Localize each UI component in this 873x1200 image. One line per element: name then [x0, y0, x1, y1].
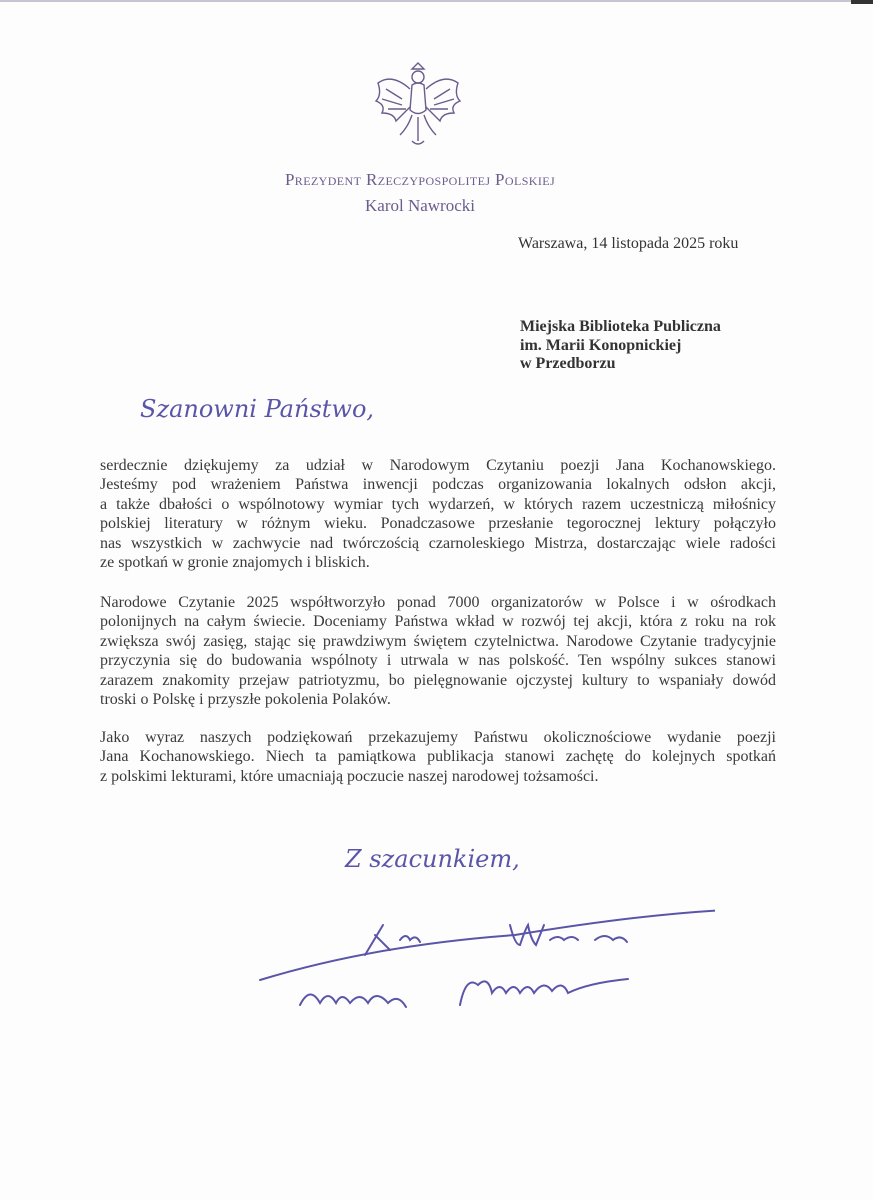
text-line: a także dbałości o wspólnotowy wymiar tych wydarzeń, w których razem uczestniczą miłośnicy: [100, 495, 776, 513]
text-line: Jako wyraz naszych podziękowań przekazujemy Państwu okolicznościowe wydanie poezji: [100, 729, 776, 746]
text-line: Jana Kochanowskiego. Niech ta pamiątkowa publikacja stanowi zachętę do kolejnych spotkań: [100, 748, 776, 766]
recipient-line: w Przedborzu: [520, 355, 616, 372]
text-line: Jesteśmy pod wrażeniem Państwa inwencji podczas organizowania lokalnych odsłon akcji,: [100, 476, 776, 494]
recipient-line: im. Marii Konopnickiej: [520, 336, 682, 354]
text-line: serdecznie dziękujemy za udział w Narodowym Czytaniu poezji Jana Kochanowskiego.: [100, 457, 776, 474]
text-line: ze spotkań w gronie znajomych i bliskich.: [100, 554, 370, 572]
text-line: troski o Polskę i przyszłe pokolenia Polaków.: [100, 691, 391, 709]
letterhead-title: Prezydent Rzeczypospolitej Polskiej: [284, 170, 556, 189]
body-paragraph-3: [100, 728, 776, 786]
page-edge: [0, 0, 873, 2]
text-line: zarazem znakomity przejaw patriotyzmu, bo pielęgnowanie ojczystej kultury to wspaniały dowód: [100, 671, 776, 689]
text-line: nas wszystkich w zachwycie nad twórczością czarnoleskiego Mistrza, dostarczając wiele radości: [100, 534, 776, 552]
handwritten-signature: [255, 895, 715, 1030]
text-line: polonijnych na całym świecie. Doceniamy Państwa wkład w rozwój tej akcji, która z roku na rok: [100, 613, 776, 631]
body-paragraph-2: [100, 593, 776, 709]
text-line: przyczynia się do budowania wspólnoty i utrwala w nas polskość. Ten wspólny sukces stanowi: [100, 652, 776, 670]
text-line: zwiększa swój zasięg, stając się prawdziwym świętem czytelnictwa. Narodowe Czytanie tradycyjnie: [100, 632, 776, 650]
recipient-line: Miejska Biblioteka Publiczna: [520, 318, 721, 335]
handwritten-greeting: Szanowni Państwo,: [140, 395, 375, 423]
handwritten-closing: Z szacunkiem,: [345, 845, 520, 873]
text-line: z polskimi lekturami, które umacniają poczucie naszej narodowej tożsamości.: [100, 767, 599, 785]
polish-eagle-emblem-icon: [372, 55, 464, 150]
letterhead-name: Karol Nawrocki: [365, 196, 475, 215]
letter-date: Warszawa, 14 listopada 2025 roku: [518, 235, 739, 252]
text-line: polskiej literatury w różnym wieku. Ponadczasowe przesłanie tegorocznej lektury połączyło: [100, 515, 776, 533]
text-line: Narodowe Czytanie 2025 współtworzyło ponad 7000 organizatorów w Polsce i w ośrodkach: [100, 594, 776, 611]
recipient-address: [520, 318, 721, 374]
scan-mark: [851, 0, 873, 4]
body-paragraph-1: [100, 456, 776, 572]
